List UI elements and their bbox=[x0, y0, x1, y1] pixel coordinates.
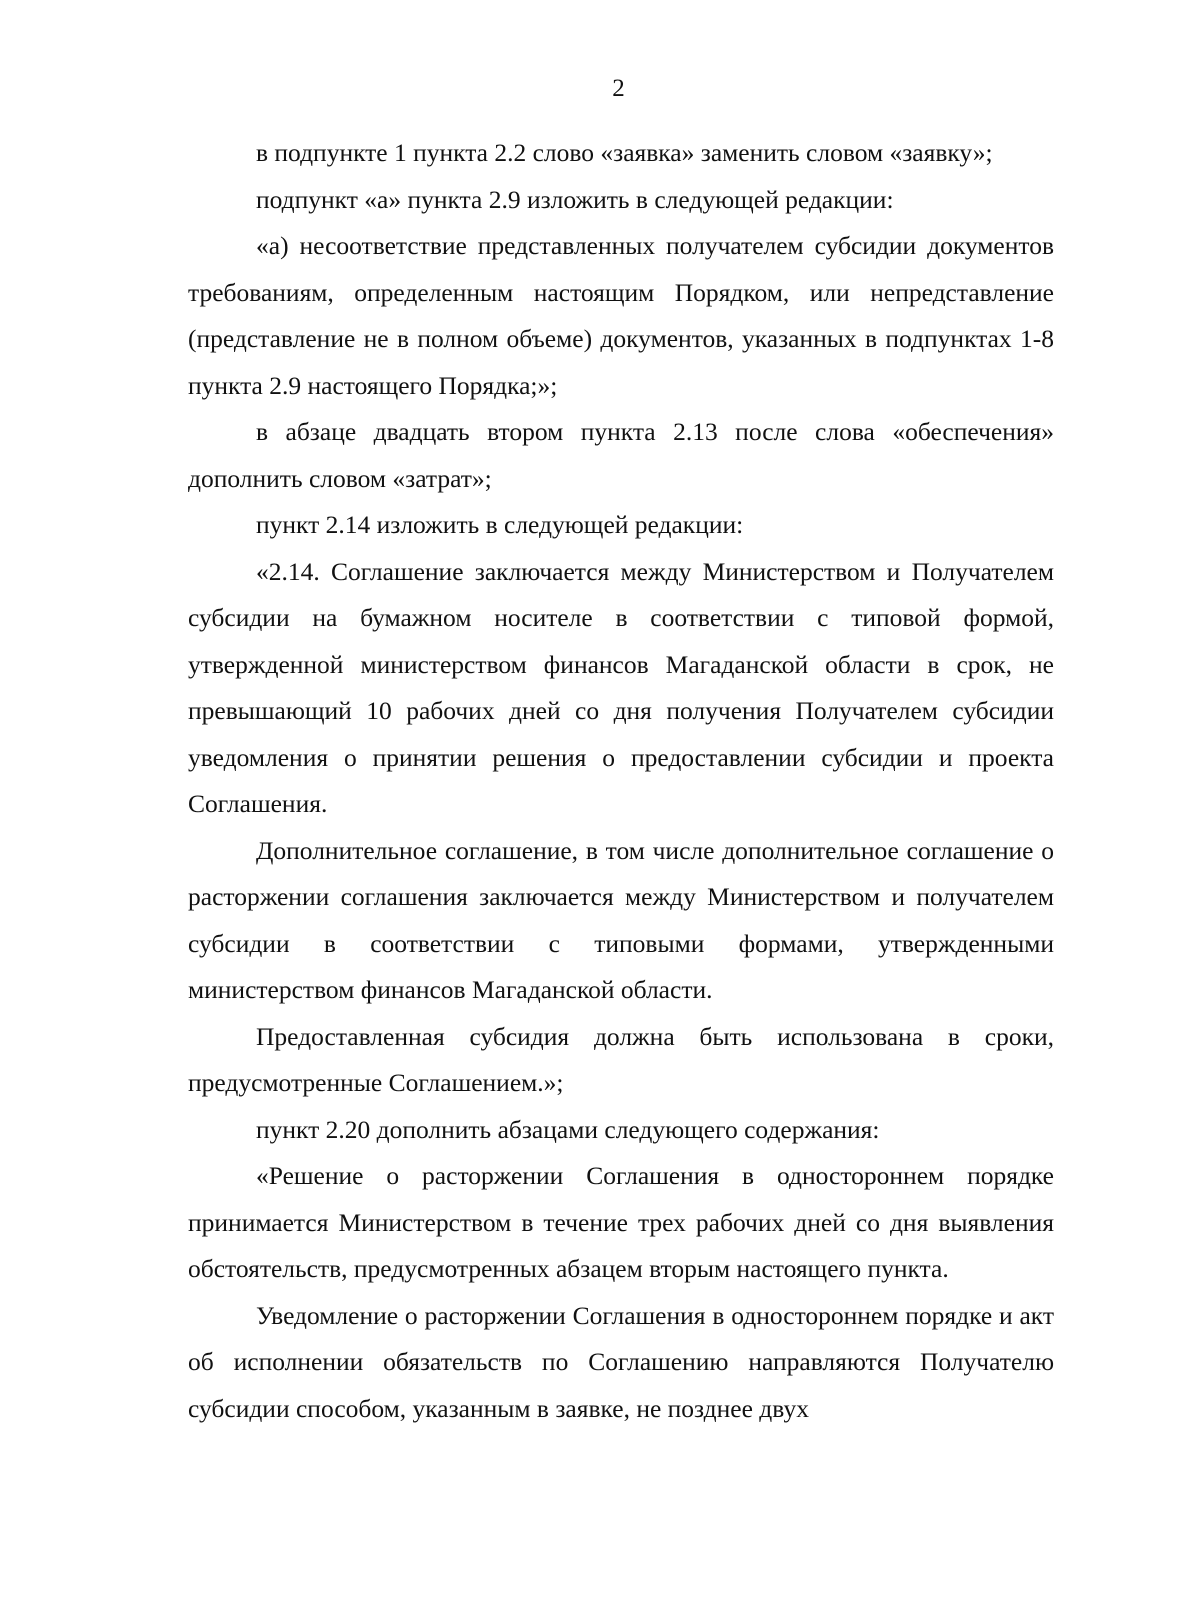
paragraph-amend-2-14-text: «2.14. Соглашение заключается между Министерством и Получателем субсидии на бумажном носителе в соответствии с типовой формой, утвержденной министерством финансов Магаданской области в срок, не превышающий 10 рабочих дней со дня получения Получателем субсидии уведомления о принятии решения о предоставлении субсидии и проекта Соглашения. bbox=[188, 556, 1054, 818]
paragraph-amend-2-9-text: «а) несоответствие представленных получателем субсидии документов требованиям, определенным настоящим Порядком, или непредставление (представление не в полном объеме) документов, указанных в подпунктах 1-8 пункта 2.9 настоящего Порядка;»; bbox=[188, 231, 1054, 400]
paragraph-amend-2-9-intro: подпункт «а» пункта 2.9 изложить в следующей редакции: bbox=[256, 184, 894, 214]
paragraph-amend-2-2: в подпункте 1 пункта 2.2 слово «заявка» заменить словом «заявку»; bbox=[256, 138, 993, 167]
paragraph-amend-2-13: в абзаце двадцать втором пункта 2.13 после слова «обеспечения» дополнить словом «затрат»; bbox=[188, 417, 1054, 493]
paragraph-amend-2-14-intro: пункт 2.14 изложить в следующей редакции: bbox=[256, 510, 744, 539]
paragraph-subsidy-usage: Предоставленная субсидия должна быть использована в сроки, предусмотренные Соглашением.»; bbox=[188, 1021, 1054, 1097]
paragraph-amend-2-20-intro: пункт 2.20 дополнить абзацами следующего содержания: bbox=[256, 1114, 880, 1144]
paragraph-termination-decision: «Решение о расторжении Соглашения в одностороннем порядке принимается Министерством в течение трех рабочих дней со дня выявления обстоятельств, предусмотренных абзацем вторым настоящего пункта. bbox=[188, 1161, 1054, 1283]
page-number: 2 bbox=[612, 75, 625, 102]
paragraph-additional-agreement: Дополнительное соглашение, в том числе дополнительное соглашение о расторжении соглашения заключается между Министерством и получателем субсидии в соответствии с типовыми формами, утвержденными министерством финансов Магаданской области. bbox=[188, 835, 1054, 1004]
document-body bbox=[188, 130, 1054, 1432]
paragraph-termination-notice: Уведомление о расторжении Соглашения в одностороннем порядке и акт об исполнении обязательств по Соглашению направляются Получателю субсидии способом, указанным в заявке, не позднее двух bbox=[188, 1300, 1054, 1423]
